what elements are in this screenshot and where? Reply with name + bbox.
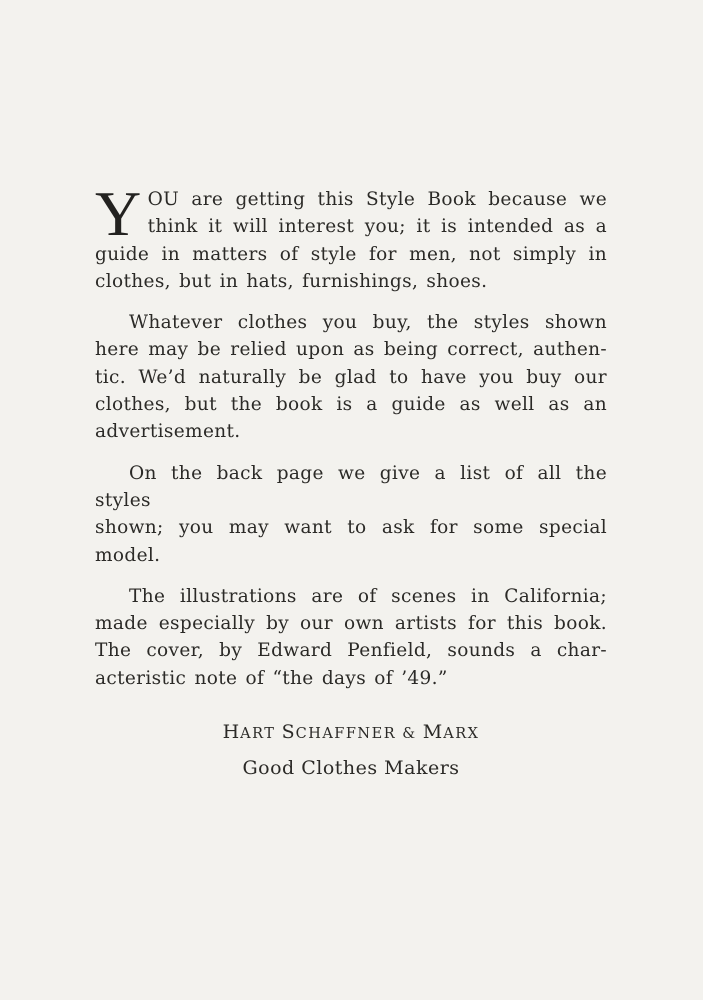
paragraph-2 xyxy=(95,309,607,445)
company-name-smallcaps: ART xyxy=(240,726,282,743)
paragraph-line: guide in matters of style for men, not simply in xyxy=(95,243,607,265)
company-name-smallcaps: CHAFFNER & xyxy=(295,726,423,743)
company-name-initial: M xyxy=(422,721,444,744)
paragraph-line: clothes, but the book is a guide as well as an xyxy=(95,394,607,416)
paragraph-line: Whatever clothes you buy, the styles shown xyxy=(129,312,607,334)
company-name-initial: S xyxy=(281,721,296,744)
paragraph-line: think it will interest you; it is intended as a xyxy=(147,216,607,238)
paragraph-line: The cover, by Edward Penfield, sounds a char- xyxy=(95,640,607,662)
paragraph-line: clothes, but in hats, furnishings, shoes. xyxy=(95,270,488,292)
drop-cap: Y xyxy=(95,178,142,249)
company-name-smallcaps: ARX xyxy=(443,726,480,743)
paragraph-line: shown; you may want to ask for some special xyxy=(95,517,607,539)
company-name xyxy=(95,718,607,748)
paragraph-line: advertisement. xyxy=(95,421,241,443)
paragraph-line: acteristic note of “the days of ’49.” xyxy=(95,667,448,689)
paragraph-1 xyxy=(95,178,607,295)
paragraph-4 xyxy=(95,583,607,692)
paragraph-line: here may be relied upon as being correct, authen- xyxy=(95,339,607,361)
paragraph-line: The illustrations are of scenes in California; xyxy=(129,585,607,607)
paragraph-line: model. xyxy=(95,544,161,566)
paragraph-3 xyxy=(95,460,607,569)
paragraph-line: tic. We’d naturally be glad to have you buy our xyxy=(95,366,607,388)
company-tagline: Good Clothes Makers xyxy=(242,757,460,780)
paragraph-line: On the back page we give a list of all the styles xyxy=(95,462,607,511)
signature-block xyxy=(95,718,607,782)
company-name-initial: H xyxy=(222,721,241,744)
paragraph-line: made especially by our own artists for this book. xyxy=(95,613,607,635)
paragraph-line: OU are getting this Style Book because we xyxy=(147,189,607,210)
letter-body xyxy=(95,178,607,782)
